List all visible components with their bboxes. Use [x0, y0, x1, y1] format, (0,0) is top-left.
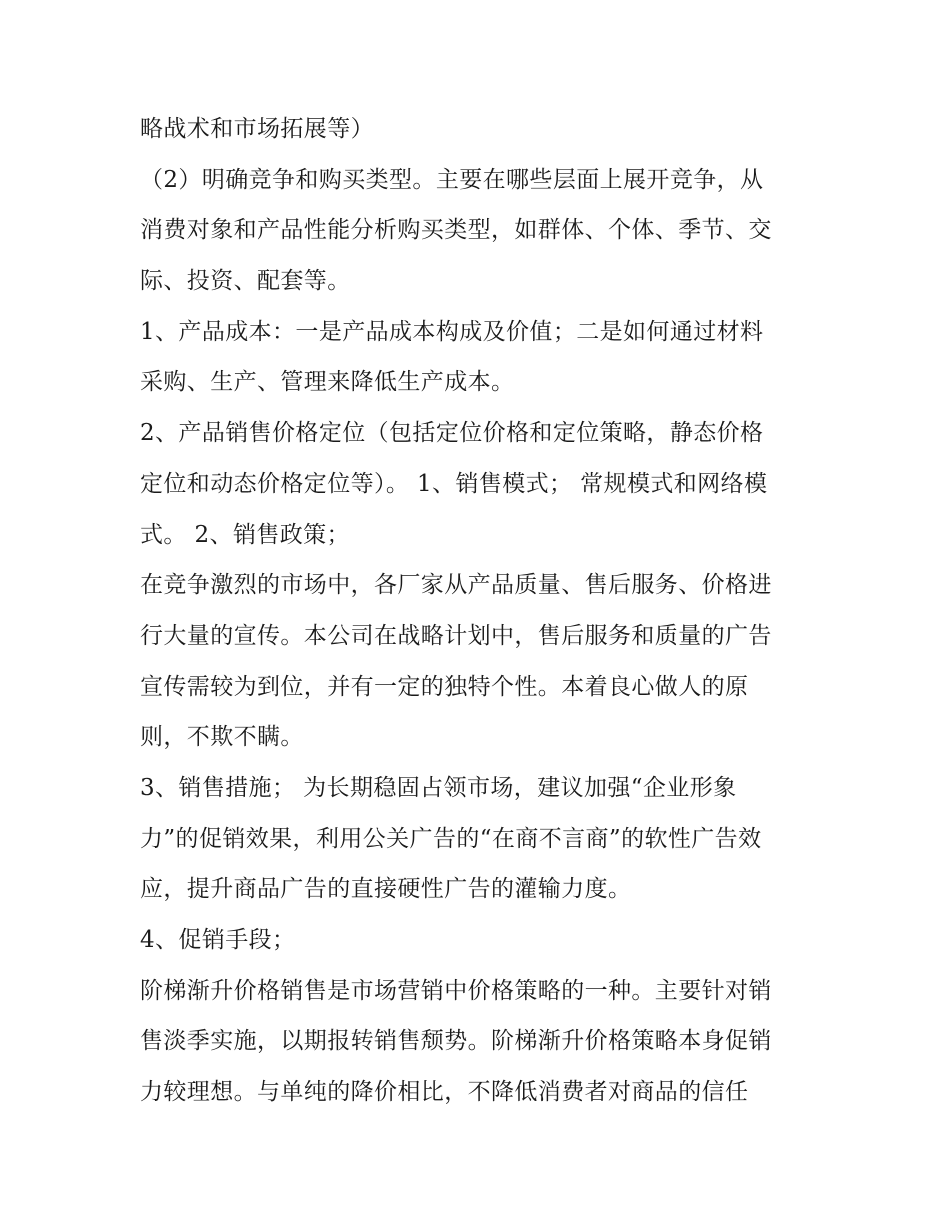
text-line: 则，不欺不瞒。 [140, 724, 304, 751]
text-line: 力”的促销效果，利用公关广告的“在商不言商”的软性广告效 [140, 825, 762, 852]
text-line: 采购、生产、管理来降低生产成本。 [140, 369, 515, 396]
text-line: 4、促销手段； [140, 927, 296, 953]
text-line: 阶梯渐升价格销售是市场营销中价格策略的一种。主要针对销 [140, 977, 772, 1004]
text-line: 1、产品成本：一是产品成本构成及价值；二是如何通过材料 [140, 318, 764, 345]
text-line: 应，提升商品广告的直接硬性广告的灌输力度。 [140, 876, 632, 903]
text-line: 际、投资、配套等。 [140, 268, 351, 295]
text-line: 力较理想。与单纯的降价相比，不降低消费者对商品的信任 [140, 1079, 749, 1106]
text-line: 售淡季实施，以期报转销售颓势。阶梯渐升价格策略本身促销 [140, 1028, 772, 1055]
text-line: 在竞争激烈的市场中，各厂家从产品质量、售后服务、价格进 [140, 572, 772, 599]
text-line: 略战术和市场拓展等） [140, 116, 374, 142]
text-line: 消费对象和产品性能分析购买类型，如群体、个体、季节、交 [140, 217, 772, 244]
text-line: 2、产品销售价格定位（包括定位价格和定位策略，静态价格 [140, 420, 764, 447]
document-body [140, 104, 820, 1118]
text-line: 行大量的宣传。本公司在战略计划中，售后服务和质量的广告 [140, 622, 772, 649]
text-line: 式。 2、销售政策； [140, 521, 350, 548]
text-line: （2）明确竞争和购买类型。主要在哪些层面上展开竞争，从 [140, 166, 764, 193]
text-line: 3、销售措施； 为长期稳固占领市场，建议加强“企业形象 [140, 774, 737, 801]
text-line: 宣传需较为到位，并有一定的独特个性。本着良心做人的原 [140, 673, 749, 700]
text-line: 定位和动态价格定位等）。 1、销售模式； 常规模式和网络模 [140, 470, 768, 497]
